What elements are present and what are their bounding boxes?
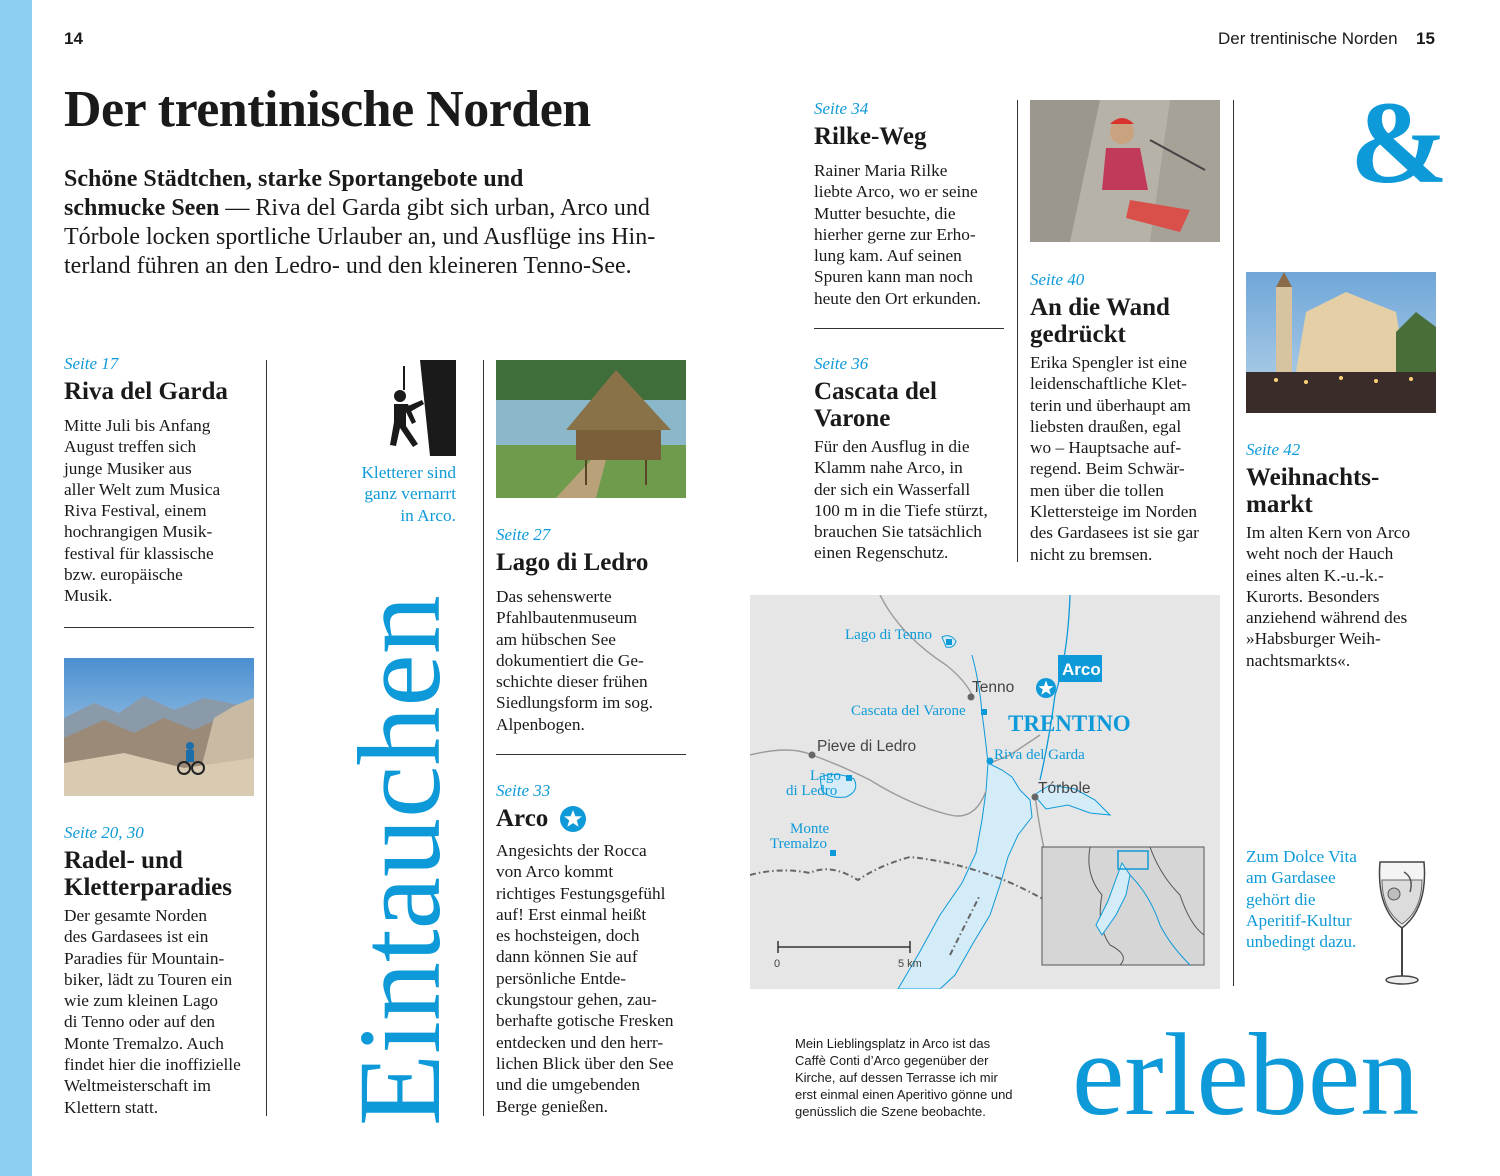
intro-paragraph	[64, 165, 704, 281]
intro-bold-1: Schöne Städtchen, starke Sportangebote und	[64, 166, 524, 192]
article-body	[496, 586, 691, 735]
article-title: Riva del Garda	[64, 378, 228, 405]
body-line: bzw. europäische	[64, 565, 183, 585]
body-line: Im alten Kern von Arco	[1246, 523, 1411, 542]
quote-line: genüsslich die Szene beobachte.	[795, 1104, 986, 1119]
word-erleben: erleben	[1072, 1009, 1420, 1140]
column-rule	[1233, 100, 1234, 986]
article-body	[64, 905, 269, 1118]
article-radel	[64, 823, 269, 1118]
body-line: »Habsburger Weih-	[1246, 629, 1381, 649]
title-line: Cascata del	[814, 378, 937, 405]
ampersand-glyph: &	[1350, 77, 1449, 208]
page-edge-strip	[0, 0, 32, 1176]
caption-line: gehört die	[1246, 889, 1316, 909]
body-line: eines alten K.-u.-k.-	[1246, 565, 1384, 585]
page-title: Der trentinische Norden	[64, 81, 591, 138]
divider	[496, 754, 686, 755]
body-line: Erika Spengler ist eine	[1030, 353, 1187, 372]
article-body	[814, 436, 1014, 564]
body-line: Mutter besuchte, die	[814, 203, 956, 223]
body-line: Kurorts. Besonders	[1246, 586, 1380, 606]
body-line: August treffen sich	[64, 437, 197, 457]
article-title: Lago di Ledro	[496, 549, 649, 576]
body-line: nicht zu bremsen.	[1030, 544, 1153, 564]
body-line: entdecken und den herr-	[496, 1032, 664, 1052]
body-line: richtiges Festungsgefühl	[496, 883, 666, 903]
quote-line: erst einmal einen Aperitivo gönne und	[795, 1087, 1013, 1102]
title-line: markt	[1246, 491, 1313, 518]
body-line: brauchen Sie tatsächlich	[814, 522, 982, 542]
page-ref: Seite 34	[814, 99, 869, 118]
body-line: weht noch der Hauch	[1246, 544, 1394, 564]
label-pieve: Pieve di Ledro	[817, 738, 917, 755]
body-line: es hochsteigen, doch	[496, 926, 640, 946]
body-line: auf! Erst einmal heißt	[496, 904, 647, 924]
body-line: des Gardasees ist ein	[64, 927, 209, 947]
divider	[64, 627, 254, 628]
column-rule	[266, 360, 267, 1116]
body-line: Klettern statt.	[64, 1097, 159, 1117]
right-page-number: 15	[1416, 29, 1435, 48]
divider	[814, 328, 1004, 329]
page-ref: Seite 17	[64, 354, 119, 373]
article-body	[1246, 522, 1441, 671]
body-line: ckungstour gehen, zau-	[496, 990, 657, 1010]
body-line: der sich ein Wasserfall	[814, 479, 971, 499]
label-torbole: Tórbole	[1038, 780, 1091, 797]
body-line: wo – Hauptsache auf-	[1030, 438, 1182, 458]
body-line: dokumentiert die Ge-	[496, 650, 644, 670]
title-line: Kletterparadies	[64, 874, 233, 901]
body-line: lichen Blick über den See	[496, 1053, 674, 1073]
body-line: findet hier die inoffizielle	[64, 1055, 241, 1075]
body-line: hochrangigen Musik-	[64, 522, 213, 542]
vertical-word-eintauchen: Eintauchen	[334, 595, 465, 1126]
body-line: festival für klassische	[64, 543, 214, 563]
label-ledro-2: di Ledro	[786, 783, 838, 799]
mountainbike-photo	[64, 658, 254, 796]
title-line: Weihnachts-	[1246, 464, 1380, 491]
body-line: regend. Beim Schwär-	[1030, 459, 1185, 479]
body-line: am hübschen See	[496, 629, 616, 649]
caption-line: ganz vernarrt	[364, 484, 456, 504]
body-line: heute den Ort erkunden.	[814, 288, 981, 308]
label-trentino: TRENTINO	[1008, 711, 1131, 736]
body-line: Monte Tremalzo. Auch	[64, 1033, 224, 1053]
label-tenno: Tenno	[972, 679, 1015, 696]
title-line: Radel- und	[64, 847, 183, 874]
body-line: Der gesamte Norden	[64, 906, 207, 925]
label-lago-di-tenno: Lago di Tenno	[845, 627, 932, 643]
body-line: junge Musiker aus	[64, 458, 192, 478]
article-title	[1030, 294, 1225, 348]
article-ledro	[496, 525, 691, 735]
body-line: aller Welt zum Musica	[64, 479, 221, 499]
body-line: 100 m in die Tiefe stürzt,	[814, 500, 988, 520]
label-cascata: Cascata del Varone	[851, 703, 966, 719]
column-rule	[1017, 100, 1018, 562]
scale-5: 5 km	[898, 958, 922, 970]
body-line: di Tenno oder auf den	[64, 1012, 216, 1032]
article-varone	[814, 354, 1014, 564]
label-arco: Arco	[1062, 660, 1101, 679]
wine-glass-icon	[1374, 858, 1430, 988]
body-line: Paradies für Mountain-	[64, 948, 225, 968]
arco-church-photo	[1246, 272, 1436, 413]
page-ref: Seite 20, 30	[64, 823, 144, 842]
body-line: liebte Arco, wo er seine	[814, 182, 978, 202]
article-body	[64, 415, 264, 607]
article-rilke	[814, 99, 1014, 309]
article-riva	[64, 354, 264, 607]
article-arco	[496, 781, 696, 1117]
body-line: Rainer Maria Rilke	[814, 161, 948, 180]
body-line: Pfahlbautenmuseum	[496, 608, 638, 628]
intro-text-2: Tórbole locken sportliche Urlauber an, und Ausflüge ins Hin-	[64, 224, 656, 250]
body-line: Mitte Juli bis Anfang	[64, 416, 211, 435]
body-line: liebsten draußen, egal	[1030, 416, 1182, 436]
page-ref: Seite 27	[496, 525, 551, 544]
body-line: des Gardasees ist sie gar	[1030, 523, 1199, 543]
left-page-number: 14	[64, 29, 83, 48]
intro-text-3: terland führen an den Ledro- und den kleineren Tenno-See.	[64, 253, 632, 279]
title-line: gedrückt	[1030, 321, 1126, 348]
label-tremalzo-2: Tremalzo	[770, 836, 827, 852]
quote-line: Kirche, auf dessen Terrasse ich mir	[795, 1070, 998, 1085]
aperitif-caption	[1246, 846, 1386, 952]
body-line: Für den Ausflug in die	[814, 437, 970, 456]
quote-line: Caffè Conti d’Arco gegenüber der	[795, 1053, 989, 1068]
intro-bold-2: schmucke Seen	[64, 195, 220, 221]
body-line: persönliche Entde-	[496, 968, 627, 988]
body-line: Klamm nahe Arco, in	[814, 458, 963, 478]
body-line: Das sehenswerte	[496, 587, 612, 606]
page-ref: Seite 36	[814, 354, 869, 373]
body-line: Weltmeisterschaft im	[64, 1076, 211, 1096]
quote-line: Mein Lieblingsplatz in Arco ist das	[795, 1036, 991, 1051]
body-line: Berge genießen.	[496, 1096, 608, 1116]
body-line: schichte dieser frühen	[496, 672, 648, 692]
body-line: Klettersteige im Norden	[1030, 502, 1197, 522]
body-line: Alpenbogen.	[496, 714, 585, 734]
body-line: anziehend während des	[1246, 608, 1408, 628]
title-line: Varone	[814, 405, 891, 432]
body-line: Angesichts der Rocca	[496, 841, 647, 860]
article-body	[1030, 352, 1225, 565]
body-line: Siedlungsform im sog.	[496, 693, 653, 713]
body-line: men über die tollen	[1030, 480, 1164, 500]
region-map	[750, 595, 1220, 989]
page-ref: Seite 42	[1246, 440, 1301, 459]
article-wand	[1030, 270, 1225, 565]
climber-icon	[390, 360, 456, 456]
running-title: Der trentinische Norden	[1218, 29, 1398, 48]
body-line: nachtsmarkts«.	[1246, 650, 1351, 670]
body-line: und die umgebenden	[496, 1075, 640, 1095]
scale-0: 0	[774, 958, 781, 970]
article-body	[814, 160, 1014, 309]
article-title: Arco	[496, 805, 549, 832]
body-line: dann können Sie auf	[496, 947, 638, 967]
article-title	[814, 378, 1014, 432]
body-line: biker, lädt zu Touren ein	[64, 969, 233, 989]
caption-line: Kletterer sind	[361, 463, 456, 482]
label-ledro-1: Lago	[810, 768, 841, 784]
caption-line: Aperitif-Kultur	[1246, 910, 1352, 930]
body-line: einen Regenschutz.	[814, 543, 949, 563]
article-title	[1246, 464, 1441, 518]
article-title-row	[496, 805, 696, 832]
body-line: hierher gerne zur Erho-	[814, 224, 976, 244]
author-quote	[795, 1035, 1055, 1120]
article-title: Rilke-Weg	[814, 123, 927, 150]
title-line: An die Wand	[1030, 294, 1170, 321]
caption-line: in Arco.	[400, 505, 456, 525]
body-line: lung kam. Auf seinen	[814, 246, 962, 266]
column-rule	[483, 360, 484, 1116]
article-body	[496, 840, 696, 1117]
page-ref: Seite 40	[1030, 270, 1085, 289]
label-tremalzo-1: Monte	[790, 821, 830, 837]
body-line: Riva Festival, einem	[64, 501, 207, 521]
article-title	[64, 847, 269, 901]
climber-caption	[330, 462, 456, 526]
body-line: berhafte gotische Fresken	[496, 1011, 674, 1031]
body-line: von Arco kommt	[496, 862, 614, 882]
body-line: leidenschaftliche Klet-	[1030, 374, 1187, 394]
body-line: Musik.	[64, 586, 113, 606]
climbing-photo	[1030, 100, 1220, 242]
pfahlbau-photo	[496, 360, 686, 498]
page-ref: Seite 33	[496, 781, 551, 800]
caption-line: am Gardasee	[1246, 868, 1336, 888]
star-icon	[560, 806, 586, 832]
caption-line: Zum Dolce Vita	[1246, 847, 1357, 866]
body-line: Spuren kann man noch	[814, 267, 973, 287]
caption-line: unbedingt dazu.	[1246, 932, 1357, 952]
body-line: terin und überhaupt am	[1030, 395, 1191, 415]
article-weihnacht	[1246, 440, 1441, 671]
intro-text-1: — Riva del Garda gibt sich urban, Arco und	[219, 195, 650, 221]
label-riva: Riva del Garda	[994, 747, 1085, 763]
body-line: wie zum kleinen Lago	[64, 991, 219, 1011]
